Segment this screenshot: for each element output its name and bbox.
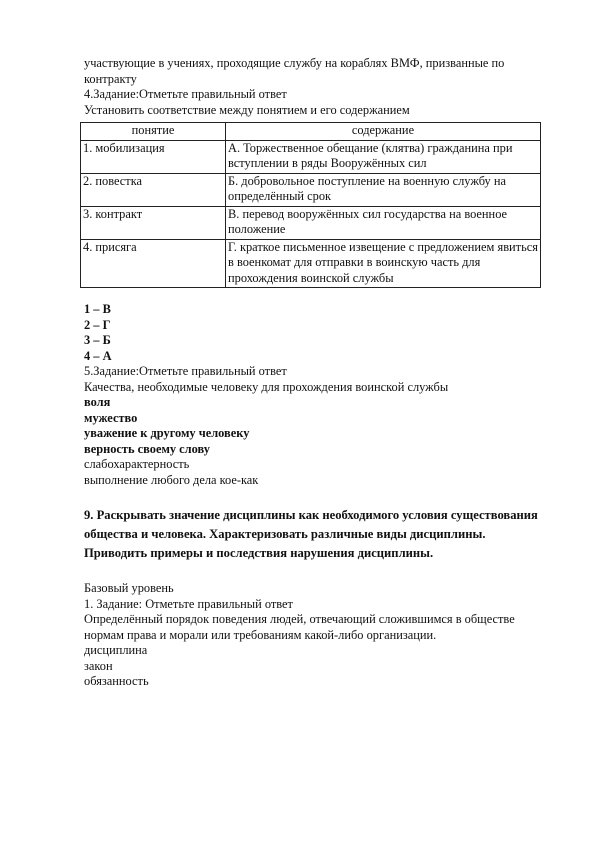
header-content: содержание: [226, 123, 541, 141]
answer-line: 3 – Б: [84, 333, 111, 347]
table-row: [81, 140, 541, 173]
option-correct: мужество: [84, 410, 138, 425]
term-cell: 2. повестка: [81, 173, 226, 206]
header-term: понятие: [81, 123, 226, 141]
section-9-heading: 9. Раскрывать значение дисциплины как необходимого условия существования общества и человека. Характеризовать различные виды дисциплины. Приводить примеры и последствия нарушения дисциплины.: [84, 508, 538, 560]
content-cell: В. перевод вооружённых сил государства на военное положение: [226, 206, 541, 239]
option-correct: воля: [84, 395, 111, 409]
option: обязанность: [84, 674, 149, 688]
table-row: [81, 239, 541, 288]
matching-table: [80, 122, 541, 288]
content-cell: Б. добровольное поступление на военную службу на определённый срок: [226, 173, 541, 206]
task5-title: 5.Задание:Отметьте правильный ответ: [84, 364, 287, 378]
document-page: [84, 56, 544, 690]
option: слабохарактерность: [84, 457, 190, 471]
task4-instruction: Установить соответствие между понятием и его содержанием: [84, 102, 410, 117]
term-cell: 4. присяга: [81, 239, 226, 288]
level-heading: Базовый уровень: [84, 581, 174, 595]
option-correct: верность своему слову: [84, 441, 210, 456]
text-line: участвующие в учениях, проходящие службу на кораблях ВМФ, призванные по контракту: [84, 56, 505, 86]
task1-title: 1. Задание: Отметьте правильный ответ: [84, 596, 293, 611]
answer-line: 2 – Г: [84, 317, 111, 332]
term-cell: 1. мобилизация: [81, 140, 226, 173]
term-cell: 3. контракт: [81, 206, 226, 239]
task5-question: Качества, необходимые человеку для прохождения воинской службы: [84, 379, 449, 394]
content-cell: Г. краткое письменное извещение с предложением явиться в военкомат для отправки в воинскую часть для прохождения воинской службы: [226, 239, 541, 288]
option: закон: [84, 658, 113, 673]
option-correct: уважение к другому человеку: [84, 426, 250, 440]
table-row: [81, 173, 541, 206]
option: дисциплина: [84, 643, 148, 657]
option: выполнение любого дела кое-как: [84, 472, 259, 487]
content-cell: А. Торжественное обещание (клятва) гражданина при вступлении в ряды Вооружённых сил: [226, 140, 541, 173]
answer-line: 4 – А: [84, 348, 112, 363]
answer-line: 1 – В: [84, 302, 111, 316]
task1-question: Определённый порядок поведения людей, отвечающий сложившимся в обществе нормам права и морали или требованиям какой-либо организации.: [84, 612, 515, 642]
task4-title: 4.Задание:Отметьте правильный ответ: [84, 87, 287, 101]
table-header-row: [81, 123, 541, 141]
table-row: [81, 206, 541, 239]
